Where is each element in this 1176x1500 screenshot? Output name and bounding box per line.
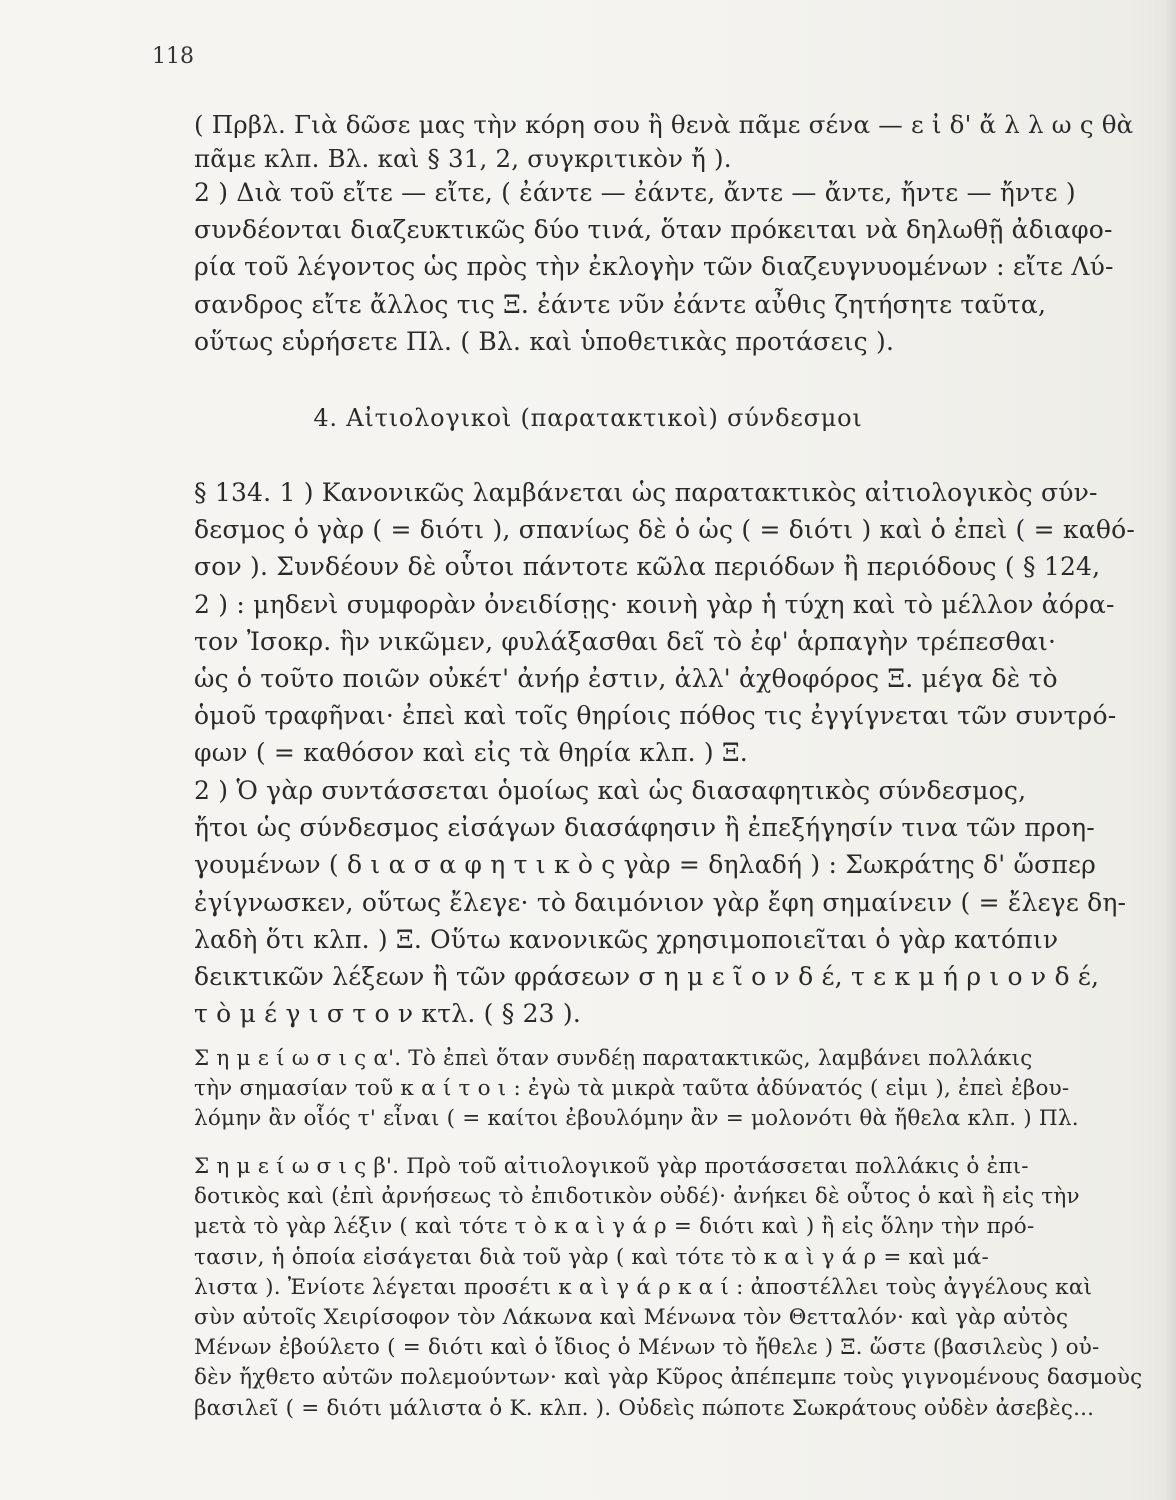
text-line: δεσμος ὁ γὰρ ( = διότι ), σπανίως δὲ ὁ ὡς ( = διότι ) καὶ ὁ ἐπεὶ ( = καθό- <box>194 515 1135 545</box>
text-line: οὕτως εὑρήσετε Πλ. ( Βλ. καὶ ὑποθετικὰς προτάσεις ). <box>194 326 895 356</box>
text-line: γουμένων ( δ ι α σ α φ η τ ι κ ὸ ς γὰρ = δηλαδή ) : Σωκράτης δ' ὥσπερ <box>194 850 1097 880</box>
text-line: ἐγίγνωσκεν, οὕτως ἔλεγε· τὸ δαιμόνιον γὰρ ἔφη σημαίνειν ( = ἔλεγε δη- <box>194 887 1127 917</box>
text-line: δεικτικῶν λέξεων ἢ τῶν φράσεων σ η μ ε ῖ ο ν δ έ, τ ε κ μ ή ρ ι ο ν δ έ, <box>194 962 1100 992</box>
text-line: πᾶμε κλπ. Βλ. καὶ § 31, 2, συγκριτικὸν ἤ ). <box>194 144 732 173</box>
text-line: 2 ) Διὰ τοῦ εἴτε — εἴτε, ( ἐάντε — ἐάντε, ἄντε — ἄντε, ἤντε — ἤντε ) <box>194 178 1076 207</box>
text-line: σὺν αὐτοῖς Χειρίσοφον τὸν Λάκωνα καὶ Μένωνα τὸν Θετταλόν· καὶ γὰρ αὐτὸς <box>194 1305 1069 1331</box>
text-line: ἤτοι ὡς σύνδεσμος εἰσάγων διασάφησιν ἢ ἐπεξήγησίν τινα τῶν προη- <box>194 813 1095 843</box>
text-line: Σ η μ ε ί ω σ ι ς α'. Τὸ ἐπεὶ ὅταν συνδέῃ παρατακτικῶς, λαμβάνει πολλάκις <box>194 1046 1033 1071</box>
text-line: ρία τοῦ λέγοντος ὡς πρὸς τὴν ἐκλογὴν τῶν διαζευγνυομένων : εἴτε Λύ- <box>194 252 1114 282</box>
note-a <box>194 1044 1079 1135</box>
text-line: ὁμοῦ τραφῆναι· ἐπεὶ καὶ τοῖς θηρίοις πόθος τις ἐγγίγνεται τῶν συντρό- <box>194 701 1117 731</box>
text-line: δὲν ἤχθετο αὐτῶν πολεμούντων· καὶ γὰρ Κῦρος ἀπέπεμπε τοὺς γιγνομένους δασμοὺς <box>194 1365 1143 1391</box>
text-line: φων ( = καθόσον καὶ εἰς τὰ θηρία κλπ. ) Ξ. <box>194 738 748 768</box>
text-line: λιστα ). Ἐνίοτε λέγεται προσέτι κ α ὶ γ ά ρ κ α ί : ἀποστέλλει τοὺς ἀγγέλους καὶ <box>194 1274 1093 1300</box>
text-line: σανδρος εἴτε ἄλλος τις Ξ. ἐάντε νῦν ἐάντε αὖθις ζητήσητε ταῦτα, <box>194 289 1047 319</box>
section-heading: 4. Αἰτιολογικοὶ (παρατακτικοὶ) σύνδεσμοι <box>313 404 863 432</box>
text-line: βασιλεῖ ( = διότι μάλιστα ὁ Κ. κλπ. ). Οὐδεὶς πώποτε Σωκράτους οὐδὲν ἀσεβὲς... <box>194 1395 1095 1421</box>
section-134 <box>194 474 1135 772</box>
text-line: λόμην ἂν οἷός τ' εἶναι ( = καίτοι ἐβουλόμην ἂν = μολονότι θὰ ἤθελα κλπ. ) Πλ. <box>194 1106 1079 1132</box>
paragraph-gar <box>194 772 1127 1032</box>
text-line: ( Πρβλ. Γιὰ δῶσε μας τὴν κόρη σου ἢ θενὰ πᾶμε σένα — ε ἰ δ' ἄ λ λ ω ς θὰ <box>194 110 1134 139</box>
text-line: λαδὴ ὅτι κλπ. ) Ξ. Οὕτω κανονικῶς χρησιμοποιεῖται ὁ γὰρ κατόπιν <box>194 924 1059 954</box>
text-line: 2 ) Ὁ γὰρ συντάσσεται ὁμοίως καὶ ὡς διασαφητικὸς σύνδεσμος, <box>194 776 1027 805</box>
text-line: τ ὸ μ έ γ ι σ τ ο ν κτλ. ( § 23 ). <box>194 999 582 1029</box>
note-b <box>194 1152 1143 1424</box>
text-line: τον Ἰσοκρ. ἣν νικῶμεν, φυλάξασθαι δεῖ τὸ ἐφ' ἁρπαγὴν τρέπεσθαι· <box>194 626 1057 656</box>
intro-paragraph <box>194 108 1134 176</box>
page-edge-shadow <box>1164 0 1176 1500</box>
text-line: μετὰ τὸ γὰρ λέξιν ( καὶ τότε τ ὸ κ α ὶ γ ά ρ = διότι καὶ ) ἢ εἰς ὅλην τὴν πρό- <box>194 1214 1035 1240</box>
paragraph-eite <box>194 174 1114 360</box>
text-line: δοτικὸς καὶ (ἐπὶ ἀρνήσεως τὸ ἐπιδοτικὸν οὐδέ)· ἀνήκει δὲ οὗτος ὁ καὶ ἢ εἰς τὴν <box>194 1184 1080 1210</box>
text-line: ὡς ὁ τοῦτο ποιῶν οὐκέτ' ἀνήρ ἐστιν, ἀλλ' ἀχθοφόρος Ξ. μέγα δὲ τὸ <box>194 664 1058 694</box>
text-line: τασιν, ἡ ὁποία εἰσάγεται διὰ τοῦ γὰρ ( καὶ τότε τὸ κ α ὶ γ ά ρ = καὶ μά- <box>194 1244 989 1270</box>
text-line: Σ η μ ε ί ω σ ι ς β'. Πρὸ τοῦ αἰτιολογικοῦ γὰρ προτάσσεται πολλάκις ὁ ἐπι- <box>194 1154 1029 1179</box>
text-line: συνδέονται διαζευκτικῶς δύο τινά, ὅταν πρόκειται νὰ δηλωθῇ ἀδιαφο- <box>194 215 1113 245</box>
text-line: 2 ) : μηδενὶ συμφορὰν ὀνειδίσῃς· κοινὴ γὰρ ἡ τύχη καὶ τὸ μέλλον ἀόρα- <box>194 589 1115 619</box>
text-line: τὴν σημασίαν τοῦ κ α ί τ ο ι : ἐγὼ τὰ μικρὰ ταῦτα ἀδύνατός ( εἰμι ), ἐπεὶ ἐβου- <box>194 1076 1070 1102</box>
text-line: σον ). Συνδέουν δὲ οὗτοι πάντοτε κῶλα περιόδων ἢ περιόδους ( § 124, <box>194 552 1101 582</box>
text-line: Μένων ἐβούλετο ( = διότι καὶ ὁ ἴδιος ὁ Μένων τὸ ἤθελε ) Ξ. ὥστε (βασιλεὺς ) οὐ- <box>194 1335 1100 1361</box>
text-line: § 134. 1 ) Κανονικῶς λαμβάνεται ὡς παρατακτικὸς αἰτιολογικὸς σύν- <box>194 478 1098 507</box>
page-number: 118 <box>152 44 194 69</box>
